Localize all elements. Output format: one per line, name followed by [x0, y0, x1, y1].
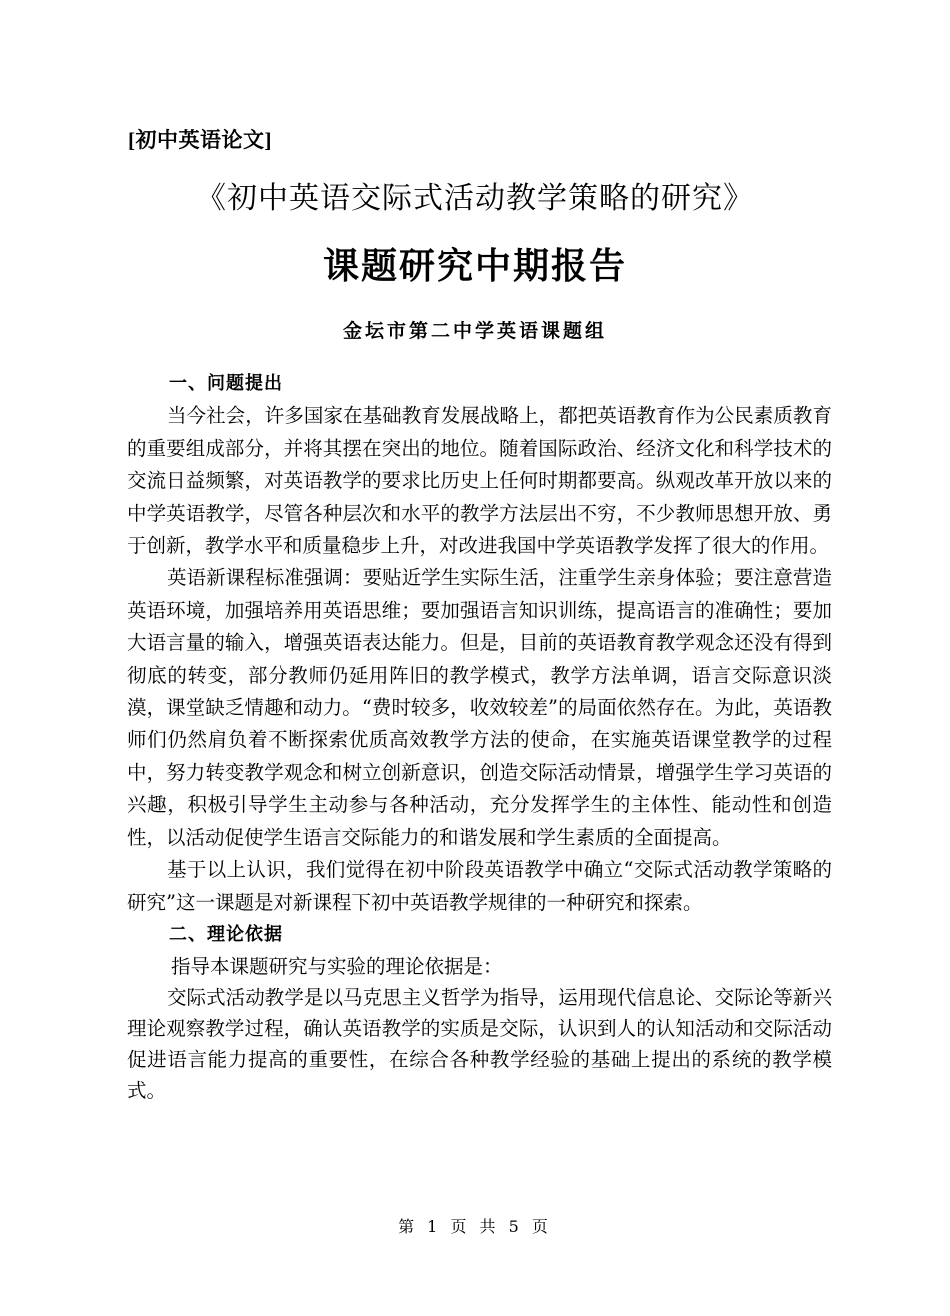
paragraph: 交际式活动教学是以马克思主义哲学为指导，运用现代信息论、交际论等新兴理论观察教学过程，确认英语教学的实质是交际，认识到人的认知活动和交际活动促进语言能力提高的重要性，在综合各种教学经验的基础上提出的系统的教学模式。 — [127, 986, 832, 1103]
document-category: [初中英语论文] — [128, 128, 272, 152]
paragraph: 基于以上认识，我们觉得在初中阶段英语教学中确立“交际式活动教学策略的研究”这一课题是对新课程下初中英语教学规律的一种研究和探索。 — [127, 858, 832, 914]
document-body — [127, 368, 832, 1106]
section-heading: 一、问题提出 — [169, 373, 283, 394]
paragraph: 指导本课题研究与实验的理论依据是： — [171, 955, 503, 979]
paragraph: 英语新课程标准强调：要贴近学生实际生活，注重学生亲身体验；要注意营造英语环境，加强培养用英语思维；要加强语言知识训练，提高语言的准确性；要加大语言量的输入，增强英语表达能力。但是，目前的英语教育教学观念还没有得到彻底的转变，部分教师仍延用阵旧的教学模式，教学方法单调，语言交际意识淡漠，课堂缺乏情趣和动力。“费时较多，收效较差”的局面依然存在。为此，英语教师们仍然肩负着不断探索优质高效教学方法的使命，在实施英语课堂教学的过程中，努力转变教学观念和树立创新意识，创造交际活动情景，增强学生学习英语的兴趣，积极引导学生主动参与各种活动，充分发挥学生的主体性、能动性和创造性，以活动促使学生语言交际能力的和谐发展和学生素质的全面提高。 — [127, 566, 832, 849]
document-subtitle: 课题研究中期报告 — [322, 246, 627, 287]
section-heading: 二、理论依据 — [169, 923, 283, 945]
document-title: 《初中英语交际式活动教学策略的研究》 — [196, 181, 754, 216]
document-author: 金坛市第二中学英语课题组 — [342, 320, 607, 342]
page-footer: 第 1 页 共 5 页 — [398, 1217, 552, 1236]
paragraph: 当今社会，许多国家在基础教育发展战略上，都把英语教育作为公民素质教育的重要组成部分，并将其摆在突出的地位。随着国际政治、经济文化和科学技术的交流日益频繁，对英语教学的要求比历史上任何时期都要高。纵观改革开放以来的中学英语教学，尽管各种层次和水平的教学方法层出不穷，不少教师思想开放、勇于创新，教学水平和质量稳步上升，对改进我国中学英语教学发挥了很大的作用。 — [127, 404, 832, 558]
